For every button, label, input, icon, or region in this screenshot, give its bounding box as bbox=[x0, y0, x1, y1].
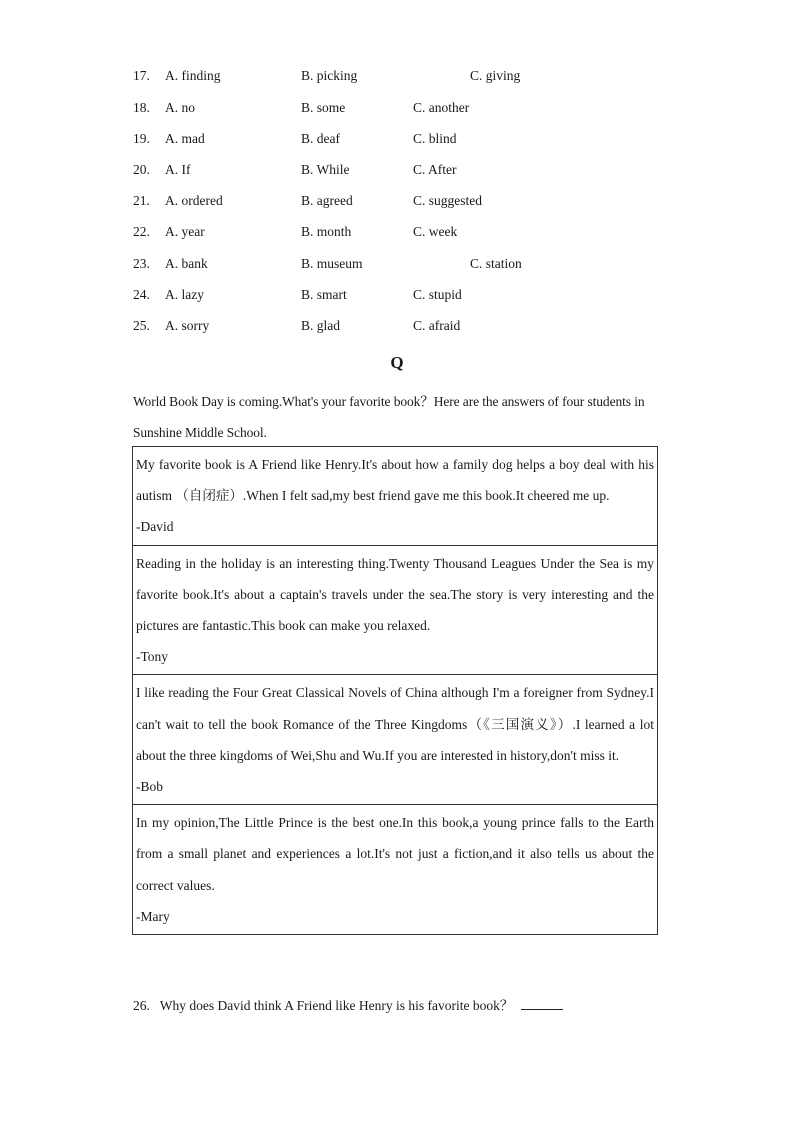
question-number: 25. bbox=[133, 318, 150, 333]
question-number: 26. bbox=[133, 998, 150, 1013]
passage-author: -Mary bbox=[136, 908, 170, 924]
option-row bbox=[0, 316, 794, 336]
option-row bbox=[0, 254, 794, 274]
passage-author: -Tony bbox=[136, 649, 169, 665]
question-number: 19. bbox=[133, 131, 150, 146]
option-b: B. museum bbox=[301, 256, 363, 271]
option-a: A. no bbox=[165, 100, 195, 115]
question-number: 22. bbox=[133, 224, 150, 239]
option-row bbox=[0, 222, 794, 242]
question-number: 23. bbox=[133, 256, 150, 271]
option-c: C. suggested bbox=[413, 193, 482, 208]
passage-entry-tony bbox=[133, 545, 657, 675]
option-a: A. If bbox=[165, 162, 191, 177]
option-row bbox=[0, 285, 794, 305]
option-row bbox=[0, 160, 794, 180]
question-number: 20. bbox=[133, 162, 150, 177]
passage-entry-mary bbox=[133, 804, 657, 934]
option-c: C. blind bbox=[413, 131, 457, 146]
passage-text: My favorite book is A Friend like Henry.It's about how a family dog helps a boy deal with his autism （自闭症）.When I felt sad,my best friend gave me this book.It cheered me up. bbox=[136, 457, 654, 504]
passage-entry-david bbox=[133, 447, 657, 545]
question-26 bbox=[133, 995, 563, 1017]
passage-entry-bob bbox=[133, 674, 657, 804]
option-c: C. stupid bbox=[413, 287, 462, 302]
passage-text: In my opinion,The Little Prince is the best one.In this book,a young prince falls to the Earth from a small planet and experiences a lot.It's not just a fiction,and it also tells us about the correct values. bbox=[136, 815, 654, 893]
option-b: B. glad bbox=[301, 318, 340, 333]
reading-intro: World Book Day is coming.What's your favorite book？Here are the answers of four students in Sunshine Middle School. bbox=[133, 394, 645, 440]
option-a: A. mad bbox=[165, 131, 205, 146]
option-b: B. agreed bbox=[301, 193, 353, 208]
passage-author: -David bbox=[136, 519, 174, 535]
answer-blank[interactable] bbox=[521, 995, 563, 1010]
question-number: 18. bbox=[133, 100, 150, 115]
question-text: Why does David think A Friend like Henry is his favorite book？ bbox=[159, 998, 514, 1013]
passage-text: I like reading the Four Great Classical Novels of China although I'm a foreigner from Sydney.I can't wait to tell the book Romance of the Three Kingdoms（《三国演义》）.I learned a lot about the three kingdoms of Wei,Shu and Wu.If you are interested in history,don't miss it. bbox=[136, 685, 654, 763]
option-c: C. After bbox=[413, 162, 457, 177]
option-a: A. year bbox=[165, 224, 205, 239]
option-c: C. another bbox=[413, 100, 470, 115]
option-row bbox=[0, 191, 794, 211]
option-a: A. ordered bbox=[165, 193, 223, 208]
option-c: C. giving bbox=[470, 68, 521, 83]
section-title: Q bbox=[390, 353, 404, 372]
option-a: A. finding bbox=[165, 68, 221, 83]
option-a: A. bank bbox=[165, 256, 208, 271]
option-b: B. month bbox=[301, 224, 352, 239]
passages-table bbox=[132, 446, 658, 935]
option-b: B. picking bbox=[301, 68, 358, 83]
question-number: 17. bbox=[133, 68, 150, 83]
option-a: A. lazy bbox=[165, 287, 204, 302]
option-b: B. deaf bbox=[301, 131, 340, 146]
passage-author: -Bob bbox=[136, 779, 163, 795]
option-c: C. week bbox=[413, 224, 458, 239]
option-row bbox=[0, 129, 794, 149]
option-b: B. smart bbox=[301, 287, 347, 302]
option-row bbox=[0, 66, 794, 86]
question-number: 24. bbox=[133, 287, 150, 302]
option-b: B. While bbox=[301, 162, 350, 177]
option-b: B. some bbox=[301, 100, 346, 115]
option-c: C. station bbox=[470, 256, 522, 271]
passage-text: Reading in the holiday is an interesting thing.Twenty Thousand Leagues Under the Sea is my favorite book.It's about a captain's travels under the sea.The story is very interesting and the pictures are fantastic.This book can make you relaxed. bbox=[136, 555, 654, 634]
option-a: A. sorry bbox=[165, 318, 210, 333]
option-row bbox=[0, 98, 794, 118]
question-number: 21. bbox=[133, 193, 150, 208]
option-c: C. afraid bbox=[413, 318, 461, 333]
